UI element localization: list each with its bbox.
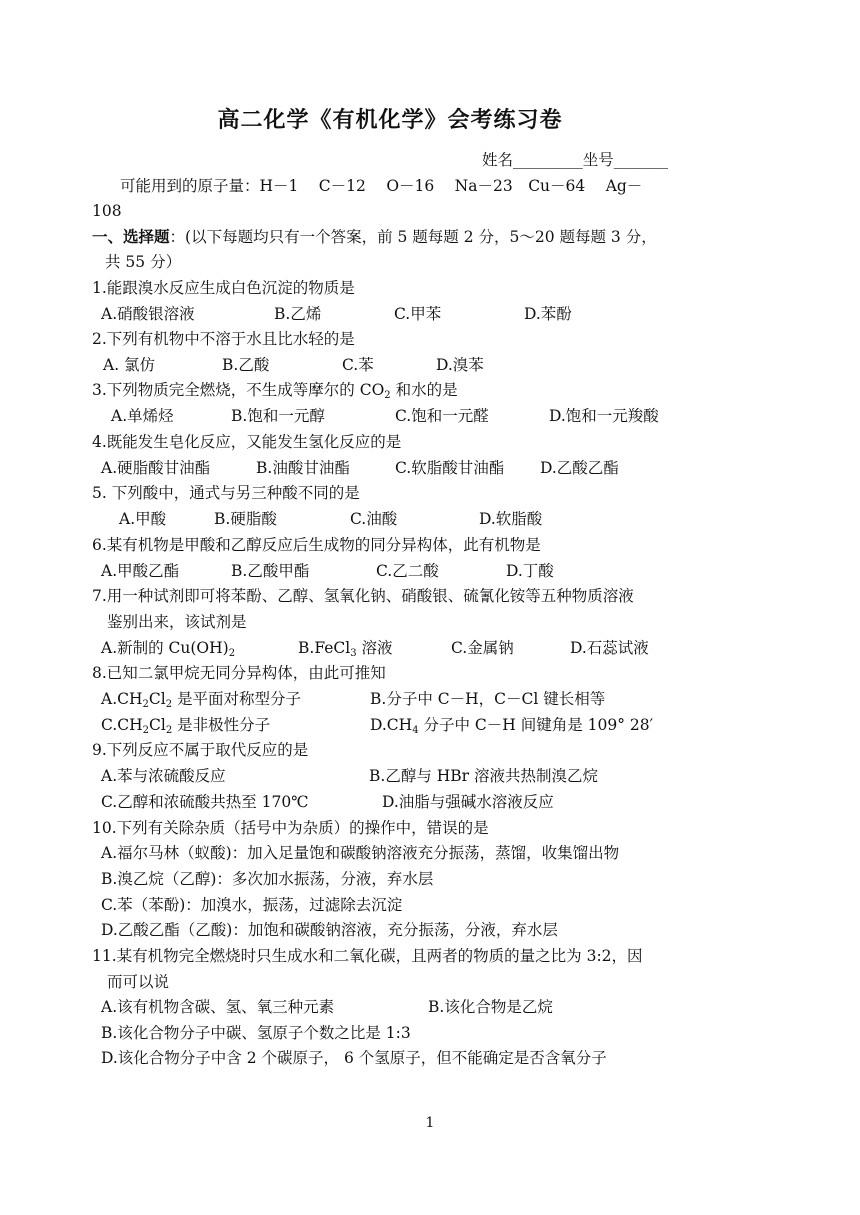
q5-option-d: D.软脂酸 [479, 510, 543, 528]
q11-option-c: B.该化合物分子中碳、氢原子个数之比是 1:3 [101, 1024, 411, 1042]
q3-subscript: 2 [384, 390, 391, 401]
q8-a-subscript: 2 [165, 699, 173, 710]
q7-option-b [298, 638, 393, 658]
question-11-stem: 11.某有机物完全燃烧时只生成水和二氧化碳，且两者的物质的量之比为 3:2，因 [92, 947, 643, 965]
atomic-masses-cont: 108 [92, 202, 122, 220]
q2-option-b: B.乙酸 [222, 356, 270, 374]
q10-option-d: D.乙酸乙酯（乙酸)：加饱和碳酸钠溶液，充分振荡，分液，弃水层 [101, 921, 558, 939]
q8-option-a [101, 689, 301, 709]
section-heading [92, 227, 657, 247]
q8-option-b: B.分子中 C－H，C－Cl 键长相等 [370, 690, 606, 708]
section-title: 一、选择题 [92, 227, 170, 246]
q11-option-d: D.该化合物分子中含 2 个碳原子， 6 个氢原子，但不能确定是否含氧分子 [101, 1049, 607, 1067]
q7-option-c: C.金属钠 [451, 639, 514, 657]
q3-option-a: A.单烯烃 [111, 407, 174, 425]
question-7-stem-cont: 鉴别出来，该试剂是 [107, 613, 247, 631]
q1-option-b: B.乙烯 [274, 305, 322, 323]
q8-a-text: 是平面对称型分子 [172, 690, 302, 708]
q2-option-d: D.溴苯 [436, 356, 484, 374]
q8-a-text: Cl [148, 690, 166, 708]
q10-option-b: B.溴乙烷（乙醇)：多次加水振荡，分液，弃水层 [101, 870, 434, 888]
q4-option-d: D.乙酸乙酯 [540, 459, 619, 477]
name-seat-line: 姓名_________坐号_______ [482, 151, 669, 169]
q6-option-a: A.甲酸乙酯 [101, 562, 180, 580]
q6-option-b: B.乙酸甲酯 [231, 562, 310, 580]
section-note: ：(以下每题均只有一个答案，前 5 题每题 2 分，5～20 题每题 3 分， [169, 228, 657, 246]
q1-option-d: D.苯酚 [524, 305, 572, 323]
q8-d-subscript: 4 [412, 725, 419, 736]
q11-option-a: A.该有机物含碳、氢、氧三种元素 [101, 998, 335, 1016]
question-5-stem: 5. 下列酸中，通式与另三种酸不同的是 [92, 484, 360, 502]
q1-option-c: C.甲苯 [394, 305, 442, 323]
q4-option-b: B.油酸甘油酯 [256, 459, 350, 477]
q3-option-b: B.饱和一元醇 [231, 407, 325, 425]
q5-option-a: A.甲酸 [119, 510, 167, 528]
q9-option-b: B.乙醇与 HBr 溶液共热制溴乙烷 [369, 767, 598, 785]
q9-option-d: D.油脂与强碱水溶液反应 [382, 793, 554, 811]
q8-option-c [101, 715, 270, 735]
section-note-cont: 共 55 分） [105, 253, 182, 271]
q7-a-subscript: 2 [228, 648, 236, 659]
q8-option-d [370, 715, 653, 735]
q8-c-subscript: 2 [165, 725, 173, 736]
q3-stem-part: 3.下列物质完全燃烧，不生成等摩尔的 CO [92, 381, 385, 399]
question-9-stem: 9.下列反应不属于取代反应的是 [92, 741, 309, 759]
page-number: 1 [425, 1115, 435, 1131]
question-8-stem: 8.已知二氯甲烷无同分异构体，由此可推知 [92, 664, 386, 682]
q11-option-b: B.该化合物是乙烷 [428, 998, 553, 1016]
q6-option-c: C.乙二酸 [376, 562, 439, 580]
question-2-stem: 2.下列有机物中不溶于水且比水轻的是 [92, 330, 355, 348]
question-3-stem [92, 380, 458, 400]
q6-option-d: D.丁酸 [506, 562, 554, 580]
q3-option-c: C.饱和一元醛 [395, 407, 489, 425]
q8-c-text: C.CH [101, 716, 143, 734]
q8-c-text: 是非极性分子 [172, 716, 271, 734]
question-10-stem: 10.下列有关除杂质（括号中为杂质）的操作中，错误的是 [92, 819, 489, 837]
q7-option-a [101, 638, 235, 658]
q5-option-b: B.硬脂酸 [214, 510, 277, 528]
q4-option-c: C.软脂酸甘油酯 [395, 459, 505, 477]
q8-a-subscript: 2 [142, 699, 149, 710]
question-11-stem-cont: 而可以说 [107, 973, 170, 991]
q8-d-text: D.CH [370, 716, 413, 734]
q7-a-text: A.新制的 Cu(OH) [101, 639, 229, 657]
q8-a-text: A.CH [101, 690, 143, 708]
q2-option-a: A. 氯仿 [103, 356, 156, 374]
q3-stem-part: 和水的是 [390, 381, 458, 399]
question-7-stem: 7.用一种试剂即可将苯酚、乙醇、氢氧化钠、硝酸银、硫氰化铵等五种物质溶液 [92, 587, 634, 605]
q10-option-c: C.苯（苯酚)：加溴水，振荡，过滤除去沉淀 [101, 896, 403, 914]
q9-option-c: C.乙醇和浓硫酸共热至 170℃ [101, 793, 309, 811]
q8-d-text: 分子中 C－H 间键角是 109° 28′ [418, 716, 654, 734]
q7-b-text: 溶液 [356, 639, 393, 657]
q9-option-a: A.苯与浓硫酸反应 [101, 767, 226, 785]
question-1-stem: 1.能跟溴水反应生成白色沉淀的物质是 [92, 279, 355, 297]
q7-option-d: D.石蕊试液 [570, 639, 649, 657]
q8-c-text: Cl [149, 716, 166, 734]
q10-option-a: A.福尔马林（蚁酸)：加入足量饱和碳酸钠溶液充分振荡，蒸馏，收集馏出物 [101, 844, 620, 862]
q5-option-c: C.油酸 [350, 510, 398, 528]
atomic-masses: 可能用到的原子量：H－1 C－12 O－16 Na－23 Cu－64 Ag－ [120, 177, 643, 195]
page-title: 高二化学《有机化学》会考练习卷 [217, 107, 563, 133]
q7-b-subscript: 3 [350, 648, 357, 659]
q4-option-a: A.硬脂酸甘油酯 [101, 459, 211, 477]
q1-option-a: A.硝酸银溶液 [101, 305, 195, 323]
q3-option-d: D.饱和一元羧酸 [549, 407, 659, 425]
q7-b-text: B.FeCl [298, 639, 351, 657]
q8-c-subscript: 2 [142, 725, 149, 736]
q2-option-c: C.苯 [342, 356, 374, 374]
question-4-stem: 4.既能发生皂化反应，又能发生氢化反应的是 [92, 433, 402, 451]
question-6-stem: 6.某有机物是甲酸和乙醇反应后生成物的同分异构体，此有机物是 [92, 536, 541, 554]
